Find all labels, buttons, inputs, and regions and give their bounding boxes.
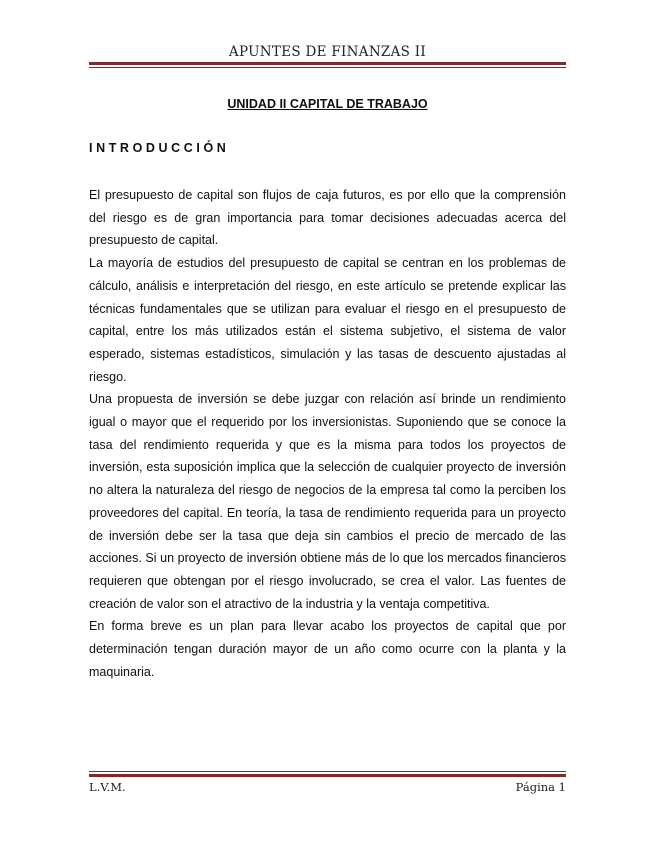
unit-title: UNIDAD II CAPITAL DE TRABAJO [227, 97, 428, 111]
footer-rule-thick [89, 774, 566, 777]
header-title: APUNTES DE FINANZAS II [228, 44, 427, 60]
footer-page-number: Página 1 [515, 780, 566, 794]
footer-rule-thin [89, 771, 566, 772]
footer-author: L.V.M. [89, 780, 126, 794]
paragraph: Una propuesta de inversión se debe juzgar con relación así brinde un rendimiento igual o mayor que el requerido por los inversionistas. Suponiendo que se conoce la tasa del rendimiento requerida y que es la misma para todos los proyectos de inversión, esta suposición implica que la selección de cualquier proyecto de inversión no altera la naturaleza del riesgo de negocios de la empresa tal como la perciben los proveedores del capital. En teoría, la tasa de rendimiento requerida para un proyecto de inversión debe ser la tasa que deja sin cambios el precio de mercado de las acciones. Si un proyecto de inversión obtiene más de lo que los mercados financieros requieren que obtengan por el riesgo involucrado, se crea el valor. Las fuentes de creación de valor son el atractivo de la industria y la ventaja competitiva. [89, 392, 566, 611]
header-rule-thin [89, 67, 566, 68]
intro-heading: INTRODUCCIÓN [89, 141, 230, 155]
paragraph: El presupuesto de capital son flujos de caja futuros, es por ello que la comprensión del riesgo es de gran importancia para tomar decisiones adecuadas acerca del presupuesto de capital. [89, 188, 566, 248]
paragraph: En forma breve es un plan para llevar acabo los proyectos de capital que por determinación tengan duración mayor de un año como ocurre con la planta y la maquinaria. [89, 619, 566, 679]
header-rule-thick [89, 62, 566, 65]
body-text [89, 184, 566, 683]
paragraph: La mayoría de estudios del presupuesto de capital se centran en los problemas de cálculo, análisis e interpretación del riesgo, en este artículo se pretende explicar las técnicas fundamentales que se utilizan para evaluar el riesgo en el presupuesto de capital, entre los más utilizados están el sistema subjetivo, el sistema de valor esperado, sistemas estadísticos, simulación y las tasas de descuento ajustadas al riesgo. [89, 256, 566, 384]
